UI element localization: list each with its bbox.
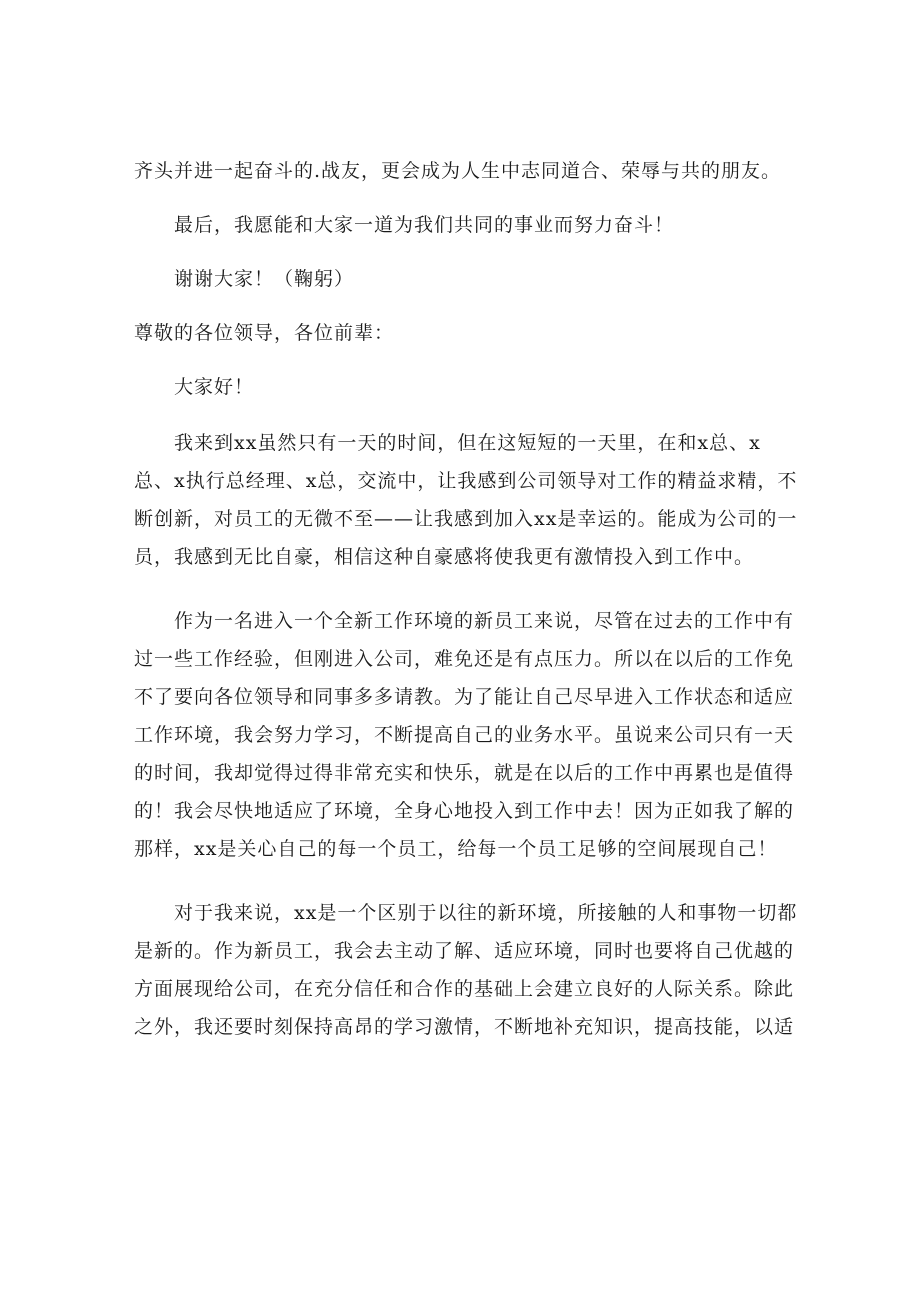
- paragraph-closing-continuation: 齐头并进一起奋斗的.战友，更会成为人生中志同道合、荣辱与共的朋友。: [134, 160, 782, 182]
- paragraph-thanks: 谢谢大家！（鞠躬）: [174, 268, 355, 290]
- paragraph-first-day: 我来到xx虽然只有一天的时间，但在这短短的一天里，在和x总、x总、x执行总经理、x总，交流中，让我感到公司领导对工作的精益求精，不断创新，对员工的无微不至——让我感到加入xx是幸运的。能成为公司的一员，我感到无比自豪，相信这种自豪感将使我更有激情投入到工作中。: [134, 432, 798, 568]
- paragraph-final-wish: 最后，我愿能和大家一道为我们共同的事业而努力奋斗！: [174, 214, 675, 236]
- paragraph-greeting: 大家好！: [174, 376, 255, 398]
- document-body: [134, 152, 800, 1046]
- paragraph-salutation: 尊敬的各位领导，各位前辈：: [134, 322, 395, 344]
- paragraph-new-employee: 作为一名进入一个全新工作环境的新员工来说，尽管在过去的工作中有过一些工作经验，但刚进入公司，难免还是有点压力。所以在以后的工作免不了要向各位领导和同事多多请教。为了能让自己尽早进入工作状态和适应工作环境，我会努力学习，不断提高自己的业务水平。虽说来公司只有一天的时间，我却觉得过得非常充实和快乐，就是在以后的工作中再累也是值得的！我会尽快地适应了环境，全身心地投入到工作中去！因为正如我了解的那样，xx是关心自己的每一个员工，给每一个员工足够的空间展现自己！: [134, 610, 795, 860]
- paragraph-new-environment: 对于我来说，xx是一个区别于以往的新环境，所接触的人和事物一切都是新的。作为新员工，我会去主动了解、适应环境，同时也要将自己优越的方面展现给公司，在充分信任和合作的基础上会建立良好的人际关系。除此之外，我还要时刻保持高昂的学习激情，不断地补充知识，提高技能，以适: [134, 902, 798, 1038]
